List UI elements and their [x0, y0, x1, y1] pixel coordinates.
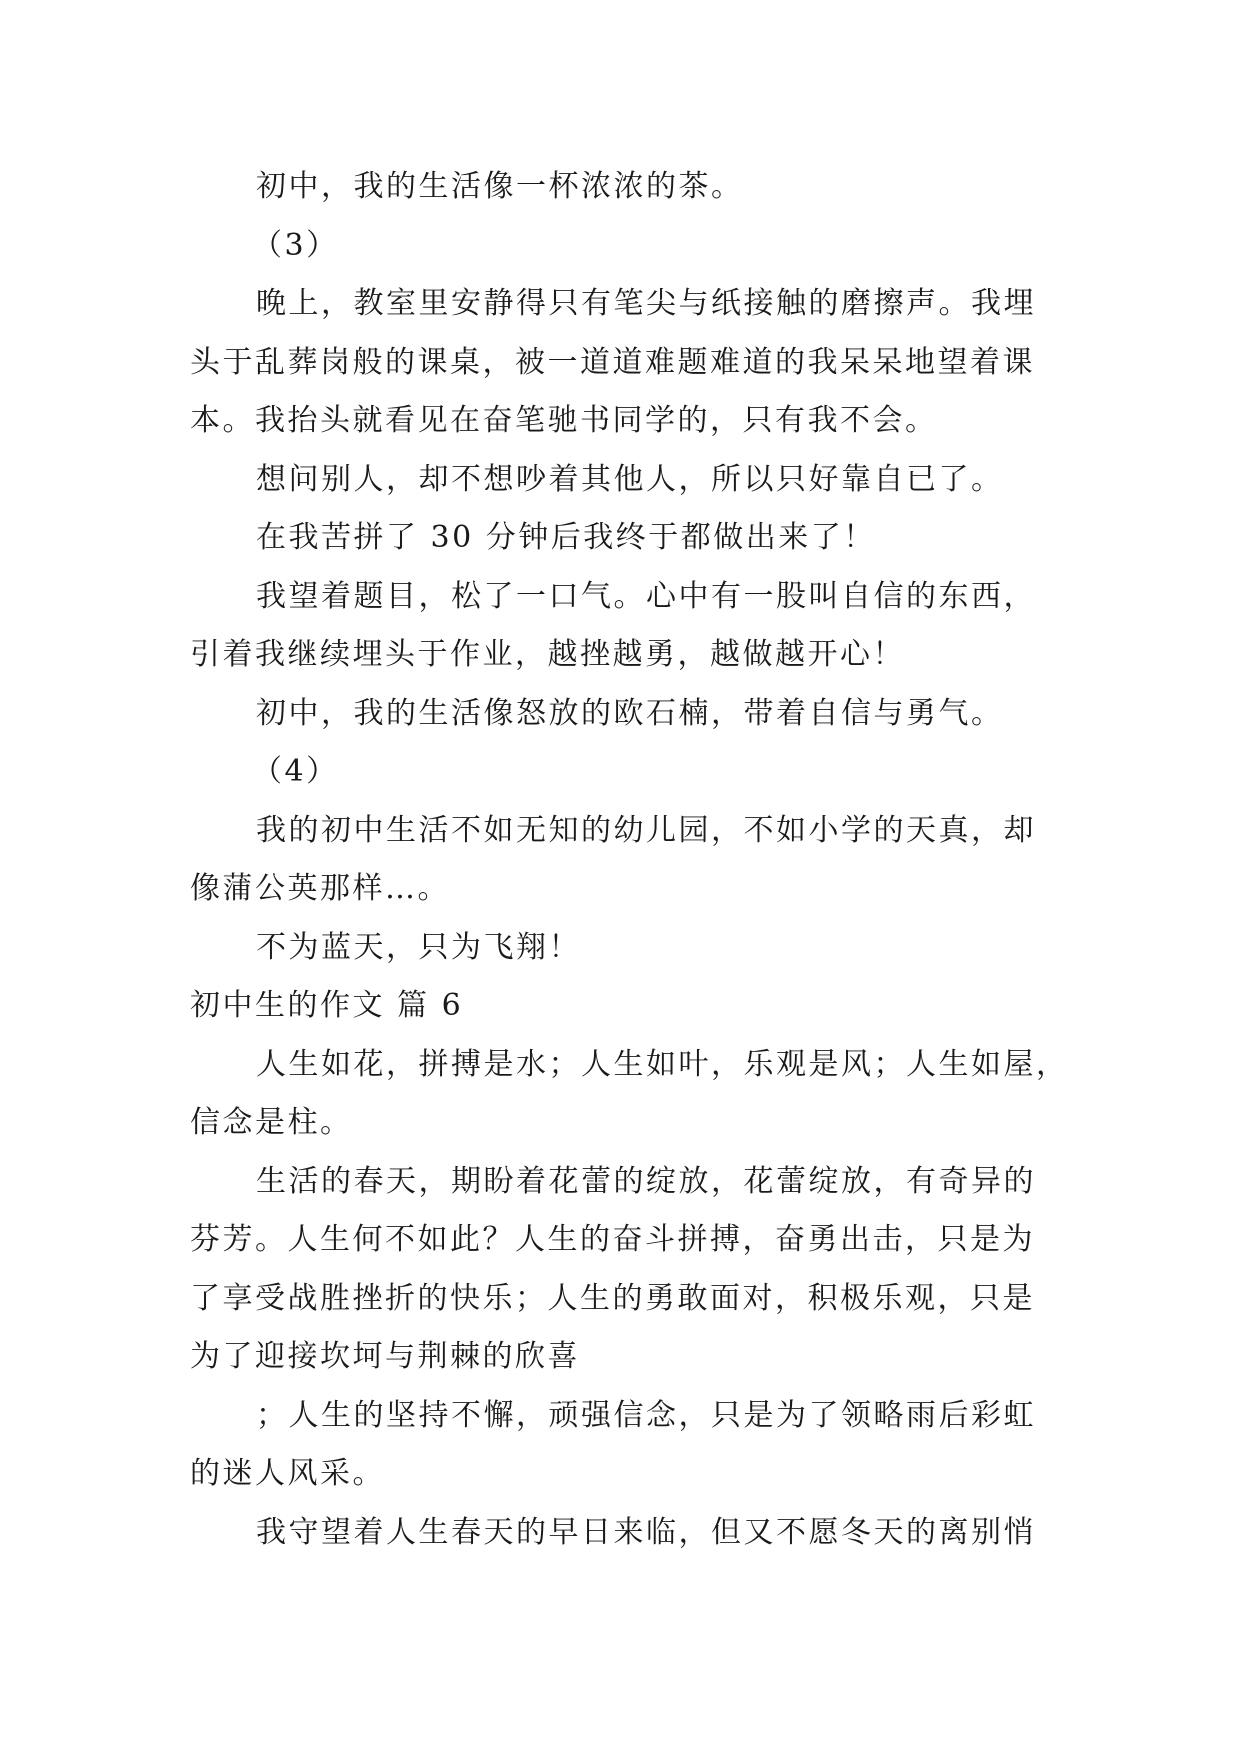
- text-line: 芬芳。人生何不如此？人生的奋斗拼搏，奋勇出击，只是为: [190, 1222, 1035, 1257]
- text-line: 引着我继续埋头于作业，越挫越勇，越做越开心！: [190, 637, 905, 672]
- section-number: （4）: [252, 754, 339, 789]
- text-line: 我的初中生活不如无知的幼儿园，不如小学的天真，却: [256, 812, 1036, 848]
- text-line: 了享受战胜挫折的快乐；人生的勇敢面对，积极乐观，只是: [190, 1280, 1035, 1316]
- text-line: 本。我抬头就看见在奋笔驰书同学的，只有我不会。: [190, 403, 938, 438]
- text-line: 初中，我的生活像一杯浓浓的茶。: [256, 169, 744, 204]
- text-line: 像蒲公英那样…。: [190, 871, 450, 906]
- section-number: （3）: [252, 227, 339, 263]
- text-line: 信念是柱。: [190, 1105, 353, 1140]
- text-line: 的迷人风采。: [190, 1456, 385, 1491]
- text-line: 为了迎接坎坷与荆棘的欣喜: [190, 1339, 580, 1374]
- section-heading: 初中生的作文 篇 6: [190, 988, 464, 1023]
- text-line: 我望着题目，松了一口气。心中有一股叫自信的东西，: [256, 578, 1036, 614]
- text-line: 晚上，教室里安静得只有笔尖与纸接触的磨擦声。我埋: [256, 286, 1036, 321]
- text-line: ；人生的坚持不懈，顽强信念，只是为了领略雨后彩虹: [256, 1397, 1036, 1433]
- text-line: 人生如花，拼搏是水；人生如叶，乐观是风；人生如屋，: [256, 1046, 1069, 1082]
- text-line: 生活的春天，期盼着花蕾的绽放，花蕾绽放，有奇异的: [256, 1163, 1036, 1199]
- text-line: 想问别人，却不想吵着其他人，所以只好靠自已了。: [256, 461, 1004, 497]
- text-line: 在我苦拼了 30 分钟后我终于都做出来了！: [256, 520, 876, 555]
- text-line: 我守望着人生春天的早日来临，但又不愿冬天的离别悄: [256, 1514, 1036, 1550]
- text-line: 初中，我的生活像怒放的欧石楠，带着自信与勇气。: [256, 695, 1004, 731]
- text-line: 头于乱葬岗般的课桌，被一道道难题难道的我呆呆地望着课: [190, 344, 1035, 380]
- document-body: [190, 158, 1070, 1562]
- text-line: 不为蓝天，只为飞翔！: [256, 929, 581, 965]
